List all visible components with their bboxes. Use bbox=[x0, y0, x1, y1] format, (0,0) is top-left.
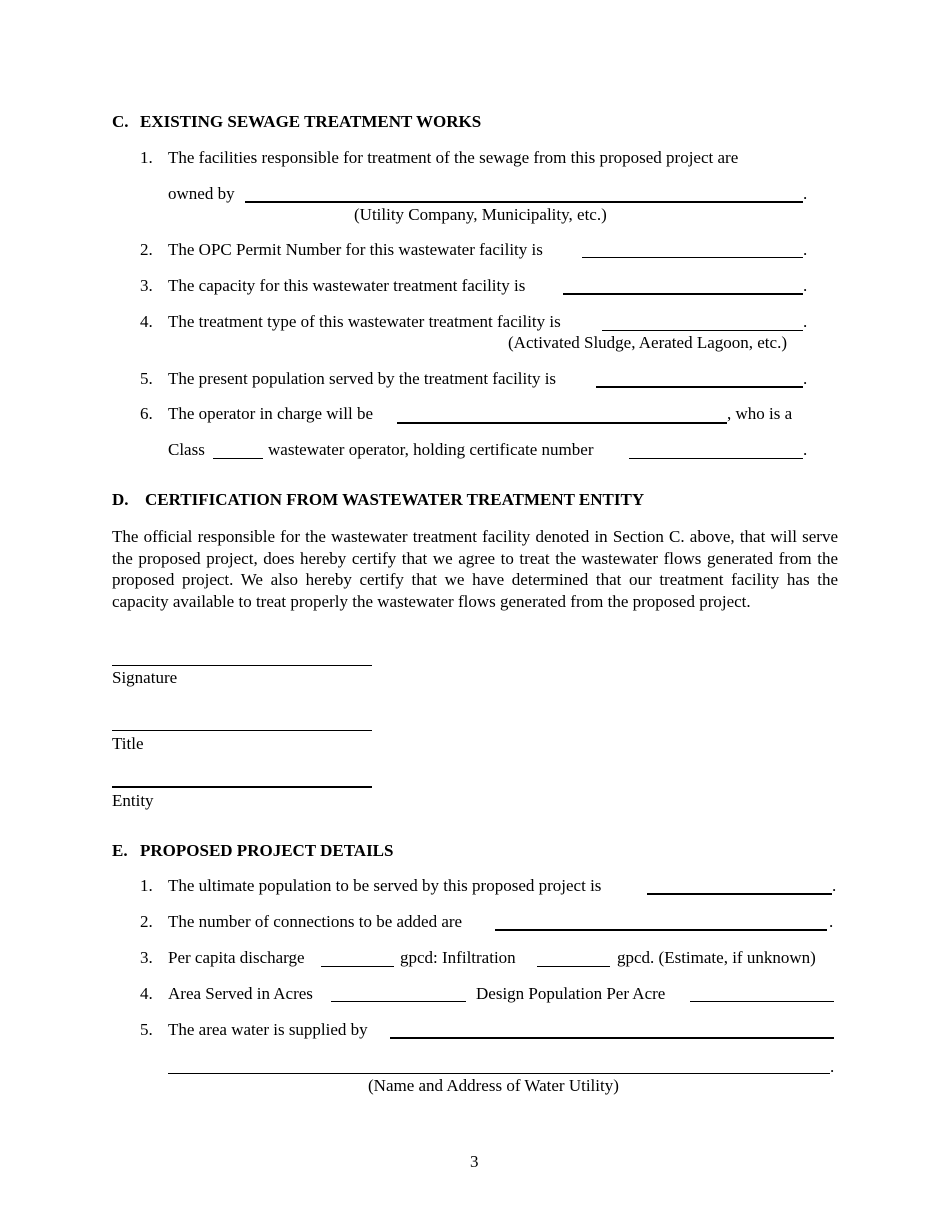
c3-number: 3. bbox=[140, 276, 153, 295]
c1-number: 1. bbox=[140, 148, 153, 167]
c3-text: The capacity for this wastewater treatment facility is bbox=[168, 276, 526, 295]
c1-period: . bbox=[803, 184, 808, 203]
c2-number: 2. bbox=[140, 240, 153, 259]
c6-text2: , who is a bbox=[727, 404, 793, 423]
e3-text3: gpcd. (Estimate, if unknown) bbox=[617, 948, 816, 967]
e4-number: 4. bbox=[140, 984, 153, 1003]
entity-label: Entity bbox=[112, 791, 154, 810]
section-d-title: CERTIFICATION FROM WASTEWATER TREATMENT ENTITY bbox=[145, 490, 645, 509]
ultimate-population-field[interactable] bbox=[647, 893, 832, 895]
e1-number: 1. bbox=[140, 876, 153, 895]
section-d-letter: D. bbox=[112, 490, 129, 509]
entity-field[interactable] bbox=[112, 786, 372, 788]
c3-period: . bbox=[803, 276, 808, 295]
c4-number: 4. bbox=[140, 312, 153, 331]
page-number: 3 bbox=[470, 1152, 479, 1171]
per-capita-discharge-field[interactable] bbox=[321, 966, 394, 967]
section-c-title: EXISTING SEWAGE TREATMENT WORKS bbox=[140, 112, 482, 131]
e4-text2: Design Population Per Acre bbox=[476, 984, 666, 1003]
c1-text-line2: owned by bbox=[168, 184, 235, 203]
c4-hint: (Activated Sludge, Aerated Lagoon, etc.) bbox=[508, 333, 787, 352]
c6-text3: wastewater operator, holding certificate number bbox=[268, 440, 594, 459]
e5-number: 5. bbox=[140, 1020, 153, 1039]
connections-added-field[interactable] bbox=[495, 929, 827, 931]
opc-permit-number-field[interactable] bbox=[582, 257, 803, 258]
c6-period: . bbox=[803, 440, 808, 459]
e4-text1: Area Served in Acres bbox=[168, 984, 313, 1003]
certification-paragraph: The official responsible for the wastewater treatment facility denoted in Section C. above, that will serve the proposed project, does hereby certify that we agree to treat the wastewater flows generated from the proposed project. We also hereby certify that we have determined that our treatment facility has the capacity available to treat properly the wastewater flows generated from the proposed project. bbox=[112, 527, 838, 611]
e3-text2: gpcd: Infiltration bbox=[400, 948, 516, 967]
title-label: Title bbox=[112, 734, 144, 753]
c5-period: . bbox=[803, 369, 808, 388]
section-c-letter: C. bbox=[112, 112, 129, 131]
area-served-acres-field[interactable] bbox=[331, 1001, 466, 1002]
c2-text: The OPC Permit Number for this wastewater facility is bbox=[168, 240, 543, 259]
e2-period: . bbox=[829, 912, 834, 931]
e2-number: 2. bbox=[140, 912, 153, 931]
e5-text: The area water is supplied by bbox=[168, 1020, 368, 1039]
c1-text-line1: The facilities responsible for treatment of the sewage from this proposed project are bbox=[168, 148, 739, 167]
operator-in-charge-field[interactable] bbox=[397, 422, 727, 424]
c6-text1: The operator in charge will be bbox=[168, 404, 374, 423]
c2-period: . bbox=[803, 240, 808, 259]
infiltration-field[interactable] bbox=[537, 966, 610, 967]
e5-hint: (Name and Address of Water Utility) bbox=[368, 1076, 619, 1095]
e5-period: . bbox=[830, 1057, 835, 1076]
c6-class-label: Class bbox=[168, 440, 205, 459]
water-supplier-field-line2[interactable] bbox=[168, 1073, 830, 1074]
title-field[interactable] bbox=[112, 730, 372, 731]
c5-number: 5. bbox=[140, 369, 153, 388]
c1-hint: (Utility Company, Municipality, etc.) bbox=[354, 205, 607, 224]
c6-number: 6. bbox=[140, 404, 153, 423]
c4-period: . bbox=[803, 312, 808, 331]
c5-text: The present population served by the treatment facility is bbox=[168, 369, 557, 388]
owned-by-field[interactable] bbox=[245, 201, 803, 203]
section-e-title: PROPOSED PROJECT DETAILS bbox=[140, 841, 394, 860]
design-population-per-acre-field[interactable] bbox=[690, 1001, 834, 1002]
signature-label: Signature bbox=[112, 668, 178, 687]
treatment-type-field[interactable] bbox=[602, 330, 803, 331]
section-e-letter: E. bbox=[112, 841, 128, 860]
e3-text1: Per capita discharge bbox=[168, 948, 305, 967]
e3-number: 3. bbox=[140, 948, 153, 967]
certificate-number-field[interactable] bbox=[629, 458, 803, 459]
e1-text: The ultimate population to be served by this proposed project is bbox=[168, 876, 602, 895]
water-supplier-field-line1[interactable] bbox=[390, 1037, 834, 1039]
c4-text: The treatment type of this wastewater treatment facility is bbox=[168, 312, 561, 331]
present-population-field[interactable] bbox=[596, 386, 803, 388]
e1-period: . bbox=[832, 876, 837, 895]
signature-field[interactable] bbox=[112, 665, 372, 666]
operator-class-field[interactable] bbox=[213, 458, 263, 459]
capacity-field[interactable] bbox=[563, 293, 803, 295]
e2-text: The number of connections to be added are bbox=[168, 912, 463, 931]
